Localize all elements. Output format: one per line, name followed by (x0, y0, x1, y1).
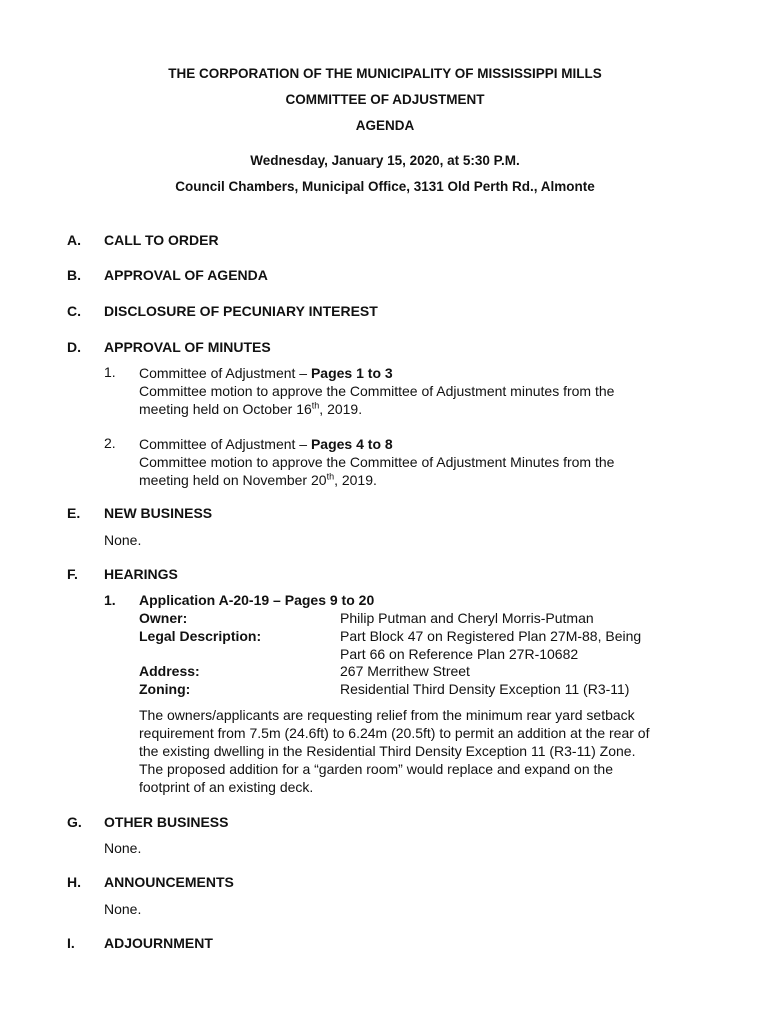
section-new-business: NEW BUSINESS (104, 505, 213, 521)
minutes-item-1-title: Committee of Adjustment – Pages 1 to 3 (139, 365, 393, 381)
application-description-line: footprint of an existing deck. (139, 779, 314, 795)
application-description-line: The owners/applicants are requesting relief from the minimum rear yard setback (139, 707, 635, 723)
address-label: Address: (139, 663, 200, 679)
section-call-to-order: CALL TO ORDER (104, 232, 219, 248)
application-description-line: the existing dwelling in the Residential Third Density Exception 11 (R3-11) Zone. (139, 743, 636, 759)
section-approval-of-minutes: APPROVAL OF MINUTES (104, 339, 271, 355)
committee-title: COMMITTEE OF ADJUSTMENT (285, 92, 485, 107)
section-letter: I. (67, 935, 75, 951)
application-description-line: requirement from 7.5m (24.6ft) to 6.24m (20.5ft) to permit an addition at the rear of (139, 725, 650, 741)
other-business-body: None. (104, 840, 142, 856)
announcements-body: None. (104, 901, 142, 917)
section-letter: A. (67, 232, 81, 248)
section-letter: H. (67, 874, 81, 890)
application-description-line: The proposed addition for a “garden room” would replace and expand on the (139, 761, 613, 777)
minutes-item-2-motion: Committee motion to approve the Committee of Adjustment Minutes from the (139, 454, 615, 470)
zoning-value: Residential Third Density Exception 11 (R3-11) (340, 681, 630, 697)
section-letter: G. (67, 814, 82, 830)
minutes-item-1-motion: Committee motion to approve the Committee of Adjustment minutes from the (139, 383, 615, 399)
item-number: 2. (104, 435, 116, 451)
item-number: 1. (104, 364, 116, 380)
item-number: 1. (104, 592, 116, 608)
minutes-item-2-date: meeting held on November 20th, 2019. (139, 471, 377, 488)
minutes-item-1-date: meeting held on October 16th, 2019. (139, 400, 363, 417)
minutes-item-2-title: Committee of Adjustment – Pages 4 to 8 (139, 436, 393, 452)
section-hearings: HEARINGS (104, 566, 178, 582)
corporation-title: THE CORPORATION OF THE MUNICIPALITY OF MISSISSIPPI MILLS (168, 66, 602, 81)
agenda-title: AGENDA (355, 118, 415, 133)
meeting-date: Wednesday, January 15, 2020, at 5:30 P.M. (250, 153, 520, 168)
section-adjournment: ADJOURNMENT (104, 935, 213, 951)
section-letter: C. (67, 303, 81, 319)
owner-label: Owner: (139, 610, 188, 626)
legal-description-line-1: Part Block 47 on Registered Plan 27M-88, Being (340, 628, 642, 644)
section-other-business: OTHER BUSINESS (104, 814, 229, 830)
section-approval-of-agenda: APPROVAL OF AGENDA (104, 267, 268, 283)
section-letter: D. (67, 339, 81, 355)
section-announcements: ANNOUNCEMENTS (104, 874, 234, 890)
section-pecuniary-interest: DISCLOSURE OF PECUNIARY INTEREST (104, 303, 378, 319)
section-letter: E. (67, 505, 81, 521)
legal-description-line-2: Part 66 on Reference Plan 27R-10682 (340, 646, 579, 662)
address-value: 267 Merrithew Street (340, 663, 470, 679)
section-letter: F. (67, 566, 78, 582)
meeting-location: Council Chambers, Municipal Office, 3131 Old Perth Rd., Almonte (175, 179, 595, 194)
legal-description-label: Legal Description: (139, 628, 262, 644)
zoning-label: Zoning: (139, 681, 191, 697)
section-letter: B. (67, 267, 81, 283)
application-heading: Application A-20-19 – Pages 9 to 20 (139, 592, 375, 608)
new-business-body: None. (104, 532, 142, 548)
owner-value: Philip Putman and Cheryl Morris-Putman (340, 610, 594, 626)
